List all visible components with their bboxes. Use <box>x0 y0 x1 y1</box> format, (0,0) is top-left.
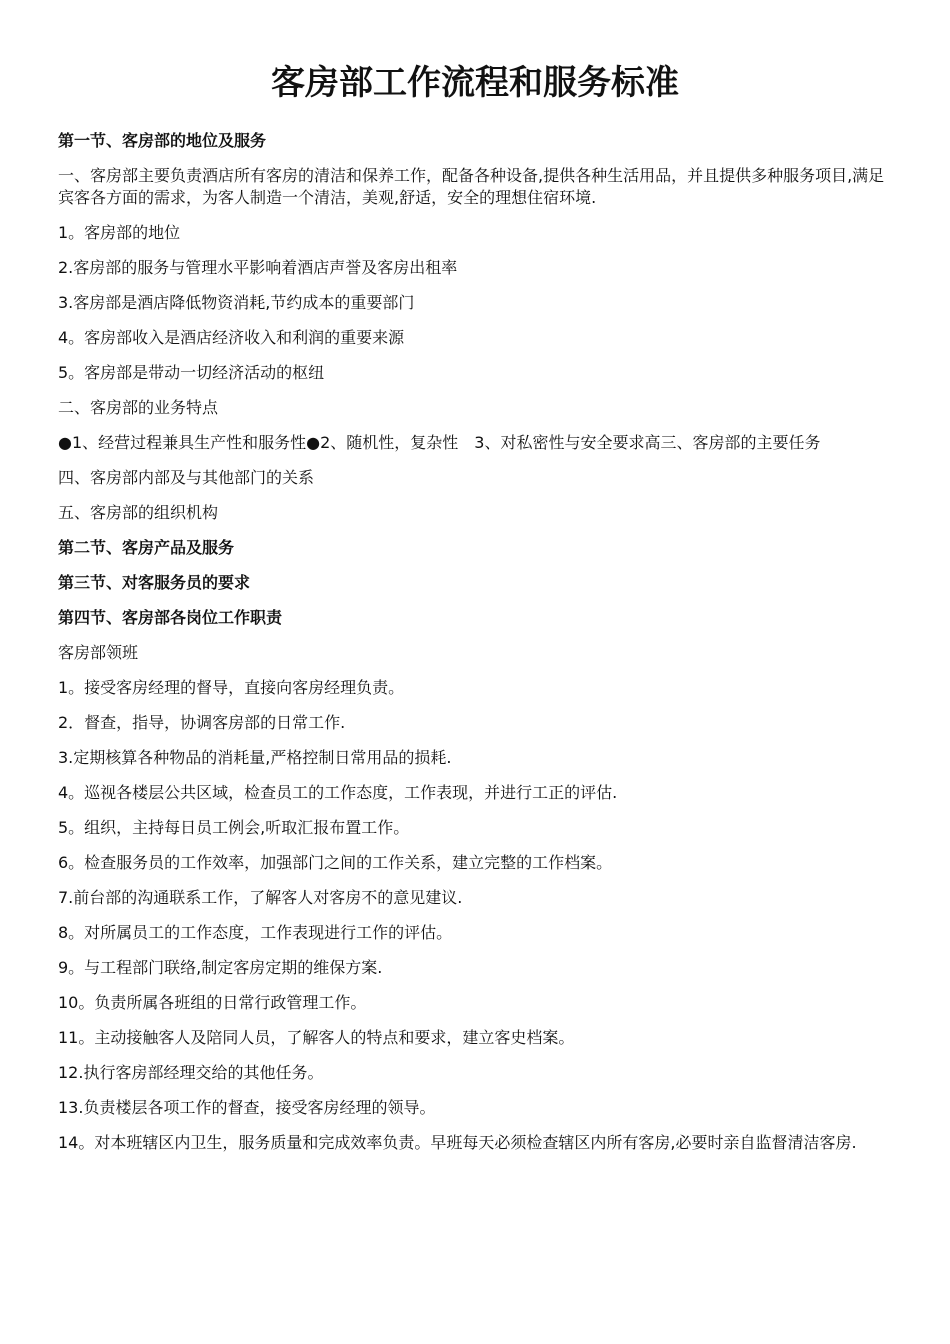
body-paragraph: 13.负责楼层各项工作的督查，接受客房经理的领导。 <box>58 1098 436 1117</box>
body-paragraph: 6。检查服务员的工作效率，加强部门之间的工作关系，建立完整的工作档案。 <box>58 853 613 872</box>
body-paragraph: 11。主动接触客人及陪同人员，了解客人的特点和要求，建立客史档案。 <box>58 1028 575 1047</box>
body-paragraph: 一、客房部主要负责酒店所有客房的清洁和保养工作，配备各种设备,提供各种生活用品，并且提供多种服务项目,满足宾客各方面的需求，为客人制造一个清洁，美观,舒适，安全的理想住宿环境. <box>58 166 885 207</box>
document-body <box>58 130 892 1154</box>
section-heading: 第四节、客房部各岗位工作职责 <box>58 608 283 627</box>
body-paragraph: 1。客房部的地位 <box>58 223 181 242</box>
body-paragraph: 4。巡视各楼层公共区域，检查员工的工作态度，工作表现，并进行工正的评估. <box>58 783 618 802</box>
section-heading: 第一节、客房部的地位及服务 <box>58 131 267 150</box>
body-paragraph: 12.执行客房部经理交给的其他任务。 <box>58 1063 324 1082</box>
body-paragraph: 10。负责所属各班组的日常行政管理工作。 <box>58 993 367 1012</box>
body-paragraph: 客房部领班 <box>58 643 139 662</box>
body-paragraph: 四、客房部内部及与其他部门的关系 <box>58 468 315 487</box>
body-paragraph: 4。客房部收入是酒店经济收入和利润的重要来源 <box>58 328 405 347</box>
body-paragraph: 2.客房部的服务与管理水平影响着酒店声誉及客房出租率 <box>58 258 458 277</box>
document-title: 客房部工作流程和服务标准 <box>271 63 679 103</box>
section-heading: 第三节、对客服务员的要求 <box>58 573 251 592</box>
body-paragraph: 7.前台部的沟通联系工作，了解客人对客房不的意见建议. <box>58 888 463 907</box>
body-paragraph: 3.客房部是酒店降低物资消耗,节约成本的重要部门 <box>58 293 415 312</box>
body-paragraph: ●1、经营过程兼具生产性和服务性●2、随机性，复杂性 3、对私密性与安全要求高三、客房部的主要任务 <box>58 433 821 452</box>
body-paragraph: 1。接受客房经理的督导，直接向客房经理负责。 <box>58 678 405 697</box>
section-heading: 第二节、客房产品及服务 <box>58 538 235 557</box>
body-paragraph: 5。组织，主持每日员工例会,听取汇报布置工作。 <box>58 818 410 837</box>
body-paragraph: 5。客房部是带动一切经济活动的枢纽 <box>58 363 325 382</box>
body-paragraph: 2．督查，指导，协调客房部的日常工作. <box>58 713 346 732</box>
body-paragraph: 8。对所属员工的工作态度，工作表现进行工作的评估。 <box>58 923 453 942</box>
document-page <box>58 58 892 1167</box>
body-paragraph: 五、客房部的组织机构 <box>58 503 219 522</box>
body-paragraph: 9。与工程部门联络,制定客房定期的维保方案. <box>58 958 383 977</box>
body-paragraph: 14。对本班辖区内卫生，服务质量和完成效率负责。早班每天必须检查辖区内所有客房,必要时亲自监督清洁客房. <box>58 1133 857 1152</box>
body-paragraph: 二、客房部的业务特点 <box>58 398 219 417</box>
body-paragraph: 3.定期核算各种物品的消耗量,严格控制日常用品的损耗. <box>58 748 452 767</box>
